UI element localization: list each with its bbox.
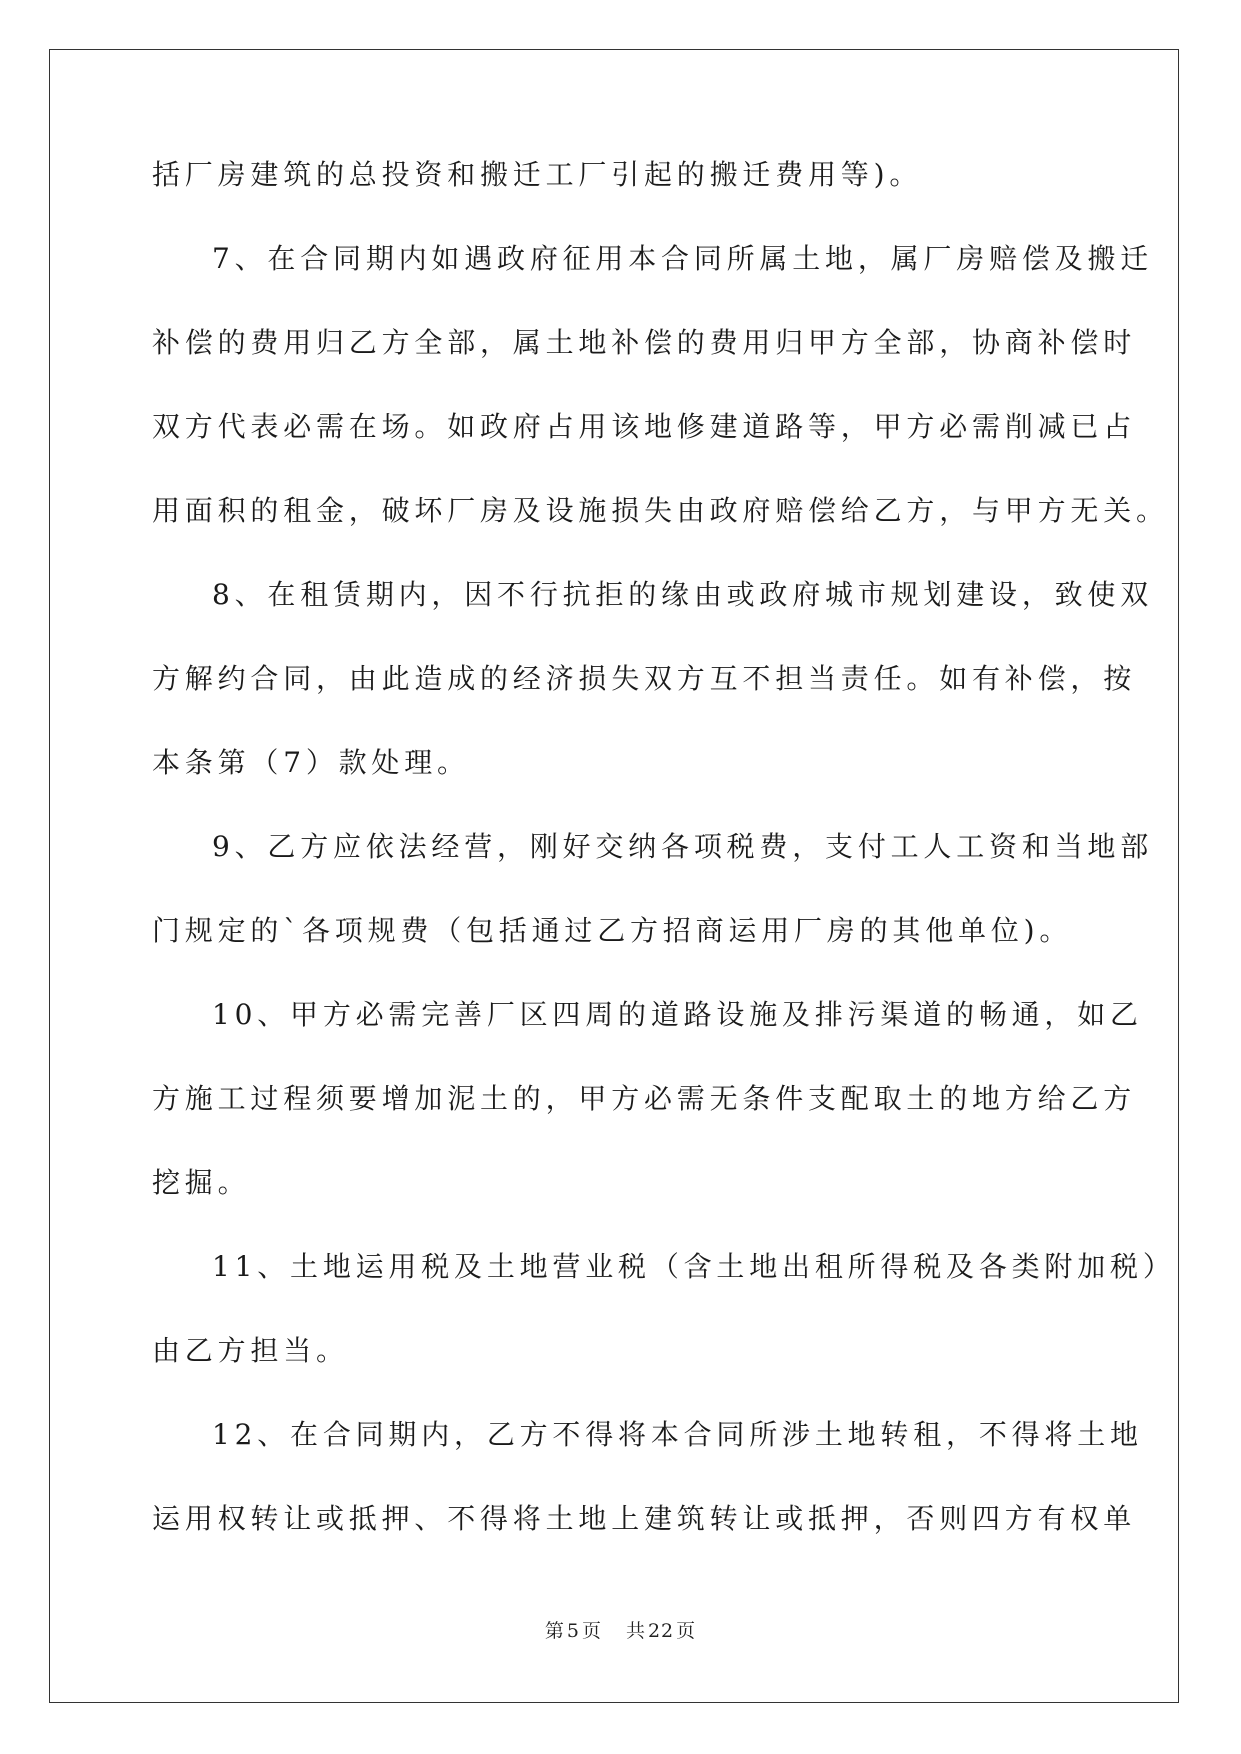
text-line: 方解约合同，由此造成的经济损失双方互不担当责任。如有补偿，按 — [152, 662, 1137, 695]
contract-body — [152, 158, 1176, 1588]
total-pages: 22 — [647, 1620, 675, 1642]
clause-12-line: 12、在合同期内，乙方不得将本合同所涉土地转租，不得将土地 — [212, 1418, 1143, 1451]
text-line: 双方代表必需在场。如政府占用该地修建道路等，甲方必需削减已占 — [152, 410, 1137, 443]
clause-11-line: 11、土地运用税及土地营业税（含土地出租所得税及各类附加税） — [212, 1250, 1176, 1283]
text-line: 用面积的租金，破坏厂房及设施损失由政府赔偿给乙方，与甲方无关。 — [152, 494, 1169, 527]
text-line: 挖掘。 — [152, 1166, 251, 1199]
total-suffix: 页 — [676, 1620, 697, 1642]
clause-7-line: 7、在合同期内如遇政府征用本合同所属土地，属厂房赔偿及搬迁 — [212, 242, 1154, 275]
text-line: 运用权转让或抵押、不得将土地上建筑转让或抵押，否则四方有权单 — [152, 1502, 1137, 1535]
clause-8-line: 8、在租赁期内，因不行抗拒的缘由或政府城市规划建设，致使双 — [212, 578, 1154, 611]
text-line: 由乙方担当。 — [152, 1334, 349, 1367]
total-prefix: 共 — [625, 1620, 646, 1642]
clause-10-line: 10、甲方必需完善厂区四周的道路设施及排污渠道的畅通，如乙 — [212, 998, 1143, 1031]
text-line: 补偿的费用归乙方全部，属土地补偿的费用归甲方全部，协商补偿时 — [152, 326, 1137, 359]
text-line: 本条第（7）款处理。 — [152, 746, 470, 779]
text-line: 方施工过程须要增加泥土的，甲方必需无条件支配取土的地方给乙方 — [152, 1082, 1137, 1115]
text-line: 括厂房建筑的总投资和搬迁工厂引起的搬迁费用等)。 — [152, 158, 923, 191]
page-prefix: 第 — [544, 1620, 565, 1642]
page-footer — [0, 1616, 1241, 1643]
text-line: 门规定的`各项规费（包括通过乙方招商运用厂房的其他单位)。 — [152, 914, 1073, 947]
page-suffix: 页 — [581, 1620, 602, 1642]
page-number: 5 — [566, 1620, 580, 1642]
clause-9-line: 9、乙方应依法经营，刚好交纳各项税费，支付工人工资和当地部 — [212, 830, 1154, 863]
